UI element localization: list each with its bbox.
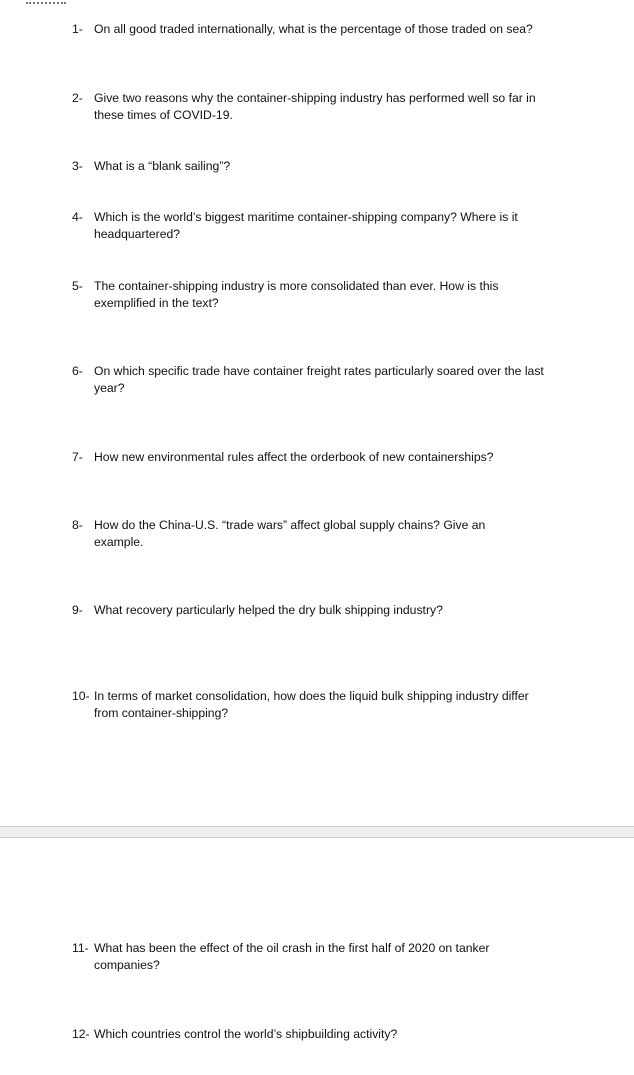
- question-text: How do the China-U.S. “trade wars” affect global supply chains? Give an example.: [94, 518, 486, 549]
- question-1: [72, 21, 552, 38]
- question-text: Which is the world’s biggest maritime container-shipping company? Where is it headquartered?: [94, 210, 518, 241]
- question-text: Which countries control the world’s shipbuilding activity?: [94, 1027, 398, 1041]
- question-number: 6-: [72, 364, 83, 378]
- question-text: What has been the effect of the oil crash in the first half of 2020 on tanker companies?: [94, 941, 490, 972]
- page-break: [0, 826, 634, 838]
- question-number: 5-: [72, 279, 83, 293]
- question-text: Give two reasons why the container-shipping industry has performed well so far in these times of COVID-19.: [94, 91, 536, 122]
- question-6: [72, 363, 552, 397]
- question-number: 7-: [72, 450, 83, 464]
- question-text: How new environmental rules affect the orderbook of new containerships?: [94, 450, 494, 464]
- question-5: [72, 278, 552, 312]
- question-number: 3-: [72, 159, 83, 173]
- question-number: 1-: [72, 22, 83, 36]
- question-text: What recovery particularly helped the dry bulk shipping industry?: [94, 603, 443, 617]
- question-3: [72, 158, 552, 175]
- question-number: 4-: [72, 210, 83, 224]
- question-number: 11-: [72, 941, 89, 955]
- question-number: 12-: [72, 1027, 90, 1041]
- document-page-2: [0, 838, 634, 1075]
- question-number: 9-: [72, 603, 83, 617]
- page-top-mark: [26, 0, 66, 4]
- question-4: [72, 209, 552, 243]
- question-9: [72, 602, 552, 619]
- question-11: [72, 940, 552, 974]
- question-number: 8-: [72, 518, 83, 532]
- question-text: On which specific trade have container freight rates particularly soared over the last year?: [94, 364, 544, 395]
- question-number: 2-: [72, 91, 83, 105]
- question-8: [72, 517, 552, 551]
- question-7: [72, 449, 552, 466]
- question-text: On all good traded internationally, what is the percentage of those traded on sea?: [94, 22, 533, 36]
- question-text: The container-shipping industry is more consolidated than ever. How is this exemplified in the text?: [94, 279, 499, 310]
- question-10: [72, 688, 552, 722]
- question-number: 10-: [72, 689, 90, 703]
- question-12: [72, 1026, 552, 1043]
- question-text: In terms of market consolidation, how does the liquid bulk shipping industry differ from container-shipping?: [94, 689, 529, 720]
- question-text: What is a “blank sailing”?: [94, 159, 231, 173]
- question-2: [72, 90, 552, 124]
